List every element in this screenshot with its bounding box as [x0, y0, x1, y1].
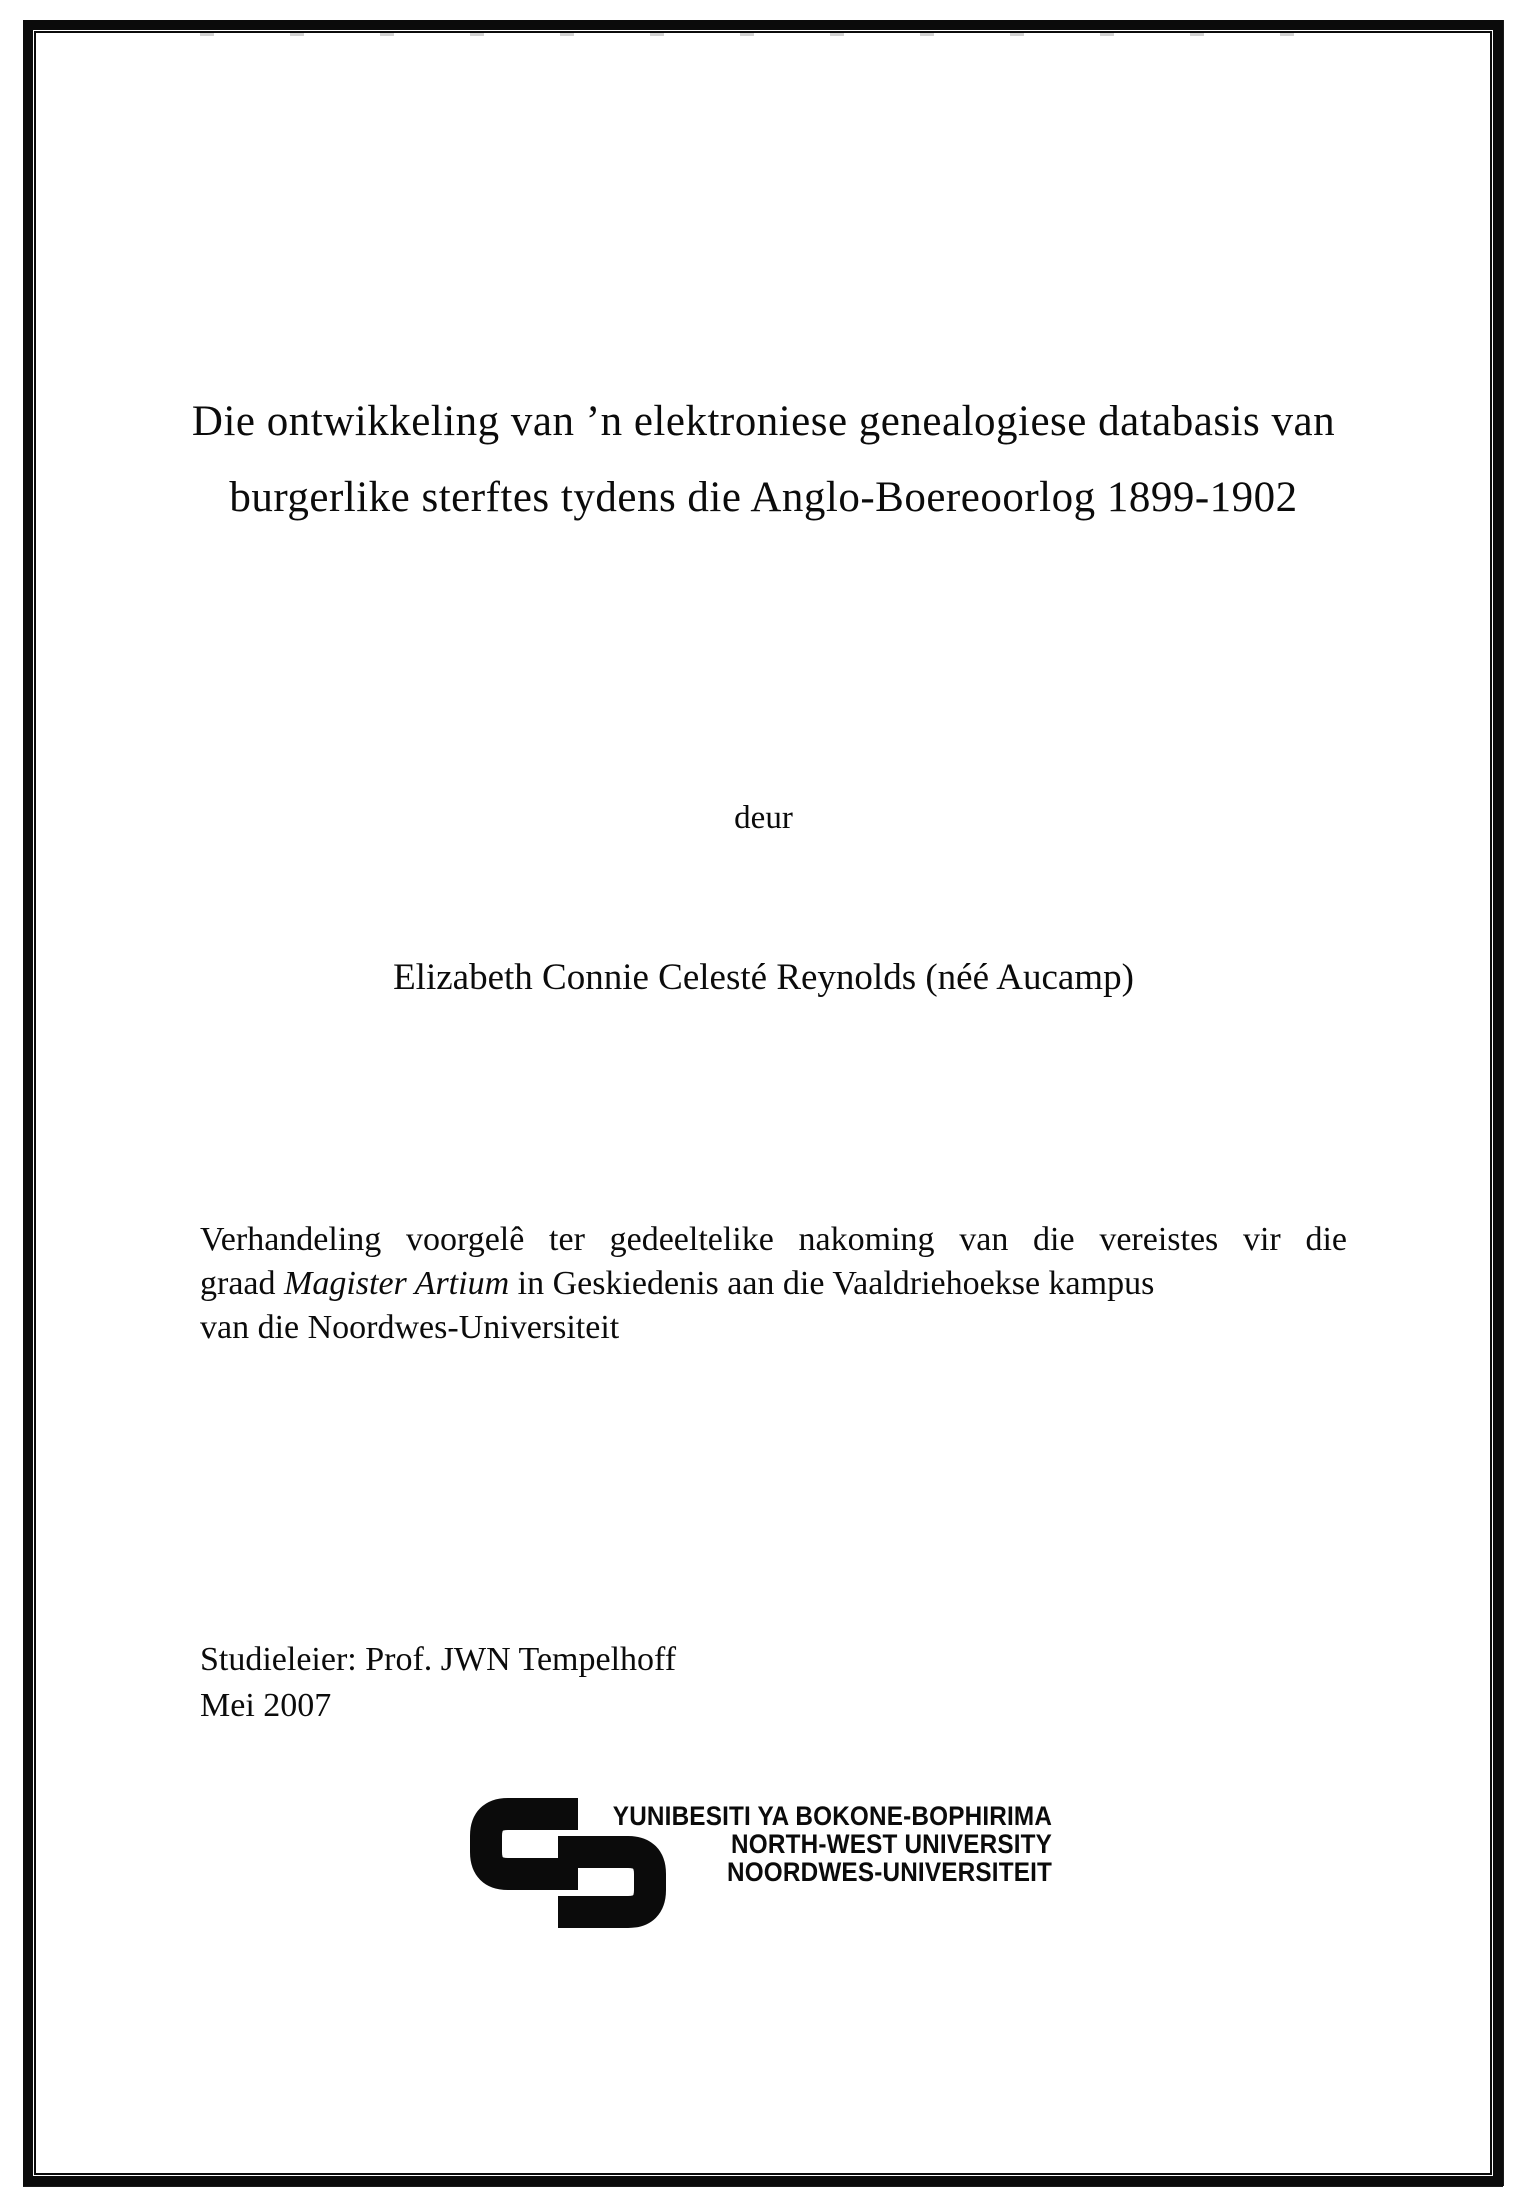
thesis-title-line1: Die ontwikkeling van ’n elektroniese genealogiese databasis van [191, 398, 1336, 445]
statement-degree-name: Magister Artium [284, 1265, 510, 1302]
thesis-statement [200, 1218, 1347, 1350]
university-logo-lockup [470, 1796, 1052, 1936]
statement-line2-post: in Geskiedenis aan die Vaaldriehoekse kampus [509, 1265, 1155, 1302]
university-name-english: NORTH-WEST UNIVERSITY [730, 1829, 1052, 1859]
thesis-title [110, 384, 1417, 536]
university-name-setswana: YUNIBESITI YA BOKONE-BOPHIRIMA [612, 1801, 1052, 1831]
thesis-title-line2: burgerlike sterftes tydens die Anglo-Boereoorlog 1899-1902 [229, 474, 1298, 521]
statement-line2 [200, 1262, 1347, 1306]
statement-line2-pre: graad [200, 1265, 285, 1302]
statement-line1: Verhandeling voorgelê ter gedeeltelike nakoming van die vereistes vir die [200, 1221, 1347, 1258]
author-name: Elizabeth Connie Celesté Reynolds (néé Aucamp) [393, 957, 1134, 998]
supervisor-block [200, 1637, 676, 1729]
supervisor-line: Studieleier: Prof. JWN Tempelhoff [200, 1641, 677, 1678]
university-name-afrikaans: NOORDWES-UNIVERSITEIT [726, 1857, 1052, 1887]
statement-line3: van die Noordwes-Universiteit [200, 1309, 620, 1346]
university-name [613, 1802, 1052, 1886]
byline: deur [734, 800, 793, 836]
date-line: Mei 2007 [200, 1687, 332, 1724]
scan-noise-artifact [200, 33, 1300, 36]
